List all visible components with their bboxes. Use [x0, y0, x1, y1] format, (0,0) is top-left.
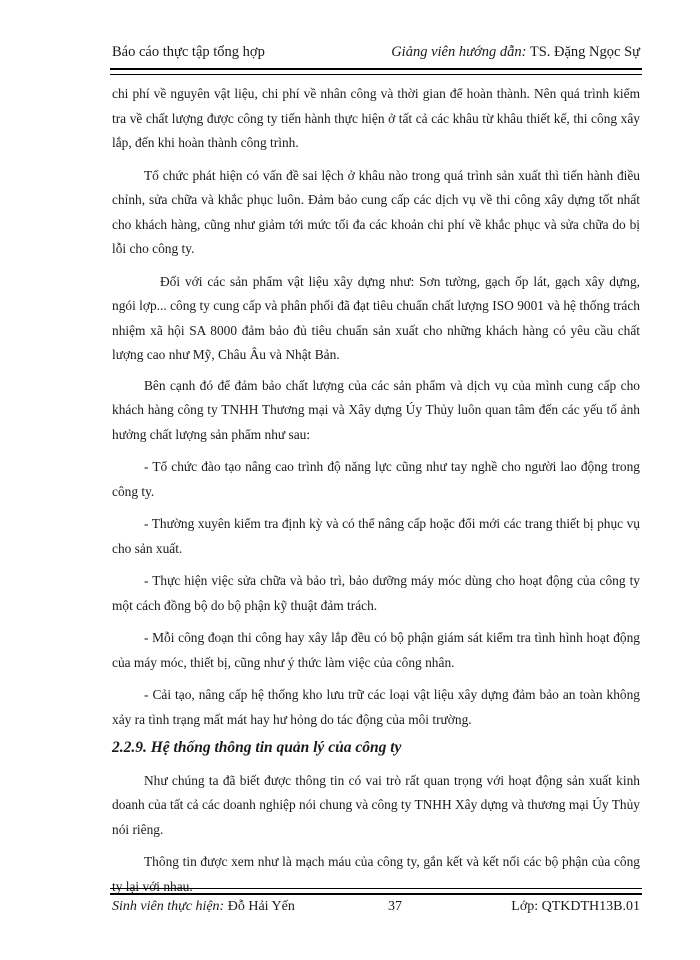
paragraph-2: Tổ chức phát hiện có vấn đề sai lệch ở khâu nào trong quá trình sản xuất thì tiến hành điều chỉnh, sửa chữa và khắc phục luôn. Đảm bảo cung cấp các dịch vụ về thi công xây dựng tốt nhất cho khách hàng, cũng như giảm tới mức tối đa các khoản chi phí về khắc phục và sửa chữa do bị lỗi cho công ty.: [112, 167, 640, 256]
supervisor: [391, 44, 640, 61]
bullet-2: - Thường xuyên kiểm tra định kỳ và có thể nâng cấp hoặc đổi mới các trang thiết bị phục vụ cho sản xuất.: [112, 516, 640, 556]
page-content: [112, 82, 640, 907]
page-number: 37: [388, 899, 402, 914]
class-code: Lớp: QTKDTH13B.01: [511, 899, 640, 914]
supervisor-name: TS. Đặng Ngọc Sự: [526, 44, 640, 60]
supervisor-label: Giảng viên hướng dẫn:: [391, 44, 527, 60]
bullet-3: - Thực hiện việc sửa chữa và bảo trì, bảo dưỡng máy móc dùng cho hoạt động của công ty một cách đồng bộ do bộ phận kỹ thuật đảm trách.: [112, 573, 640, 613]
header-rule: [110, 68, 642, 75]
bullet-1: - Tổ chức đào tạo nâng cao trình độ năng lực cũng như tay nghề cho người lao động trong công ty.: [112, 459, 640, 499]
student-label: Sinh viên thực hiện:: [112, 899, 225, 914]
student: [112, 899, 295, 915]
bullet-5: - Cải tạo, nâng cấp hệ thống kho lưu trữ các loại vật liệu xây dựng đảm bảo an toàn không xảy ra tình trạng mất mát hay hư hỏng do tác động của môi trường.: [112, 687, 640, 727]
paragraph-1: chi phí về nguyên vật liệu, chi phí về nhân công và thời gian để hoàn thành. Nên quá trình kiểm tra về chất lượng được công ty tiến hành thực hiện ở tất cả các khâu từ khâu thiết kế, thi công xây lắp, đến khi hoàn thành công trình.: [112, 86, 640, 150]
section-heading: 2.2.9. Hệ thống thông tin quản lý của công ty: [112, 739, 402, 756]
footer-rule: [110, 888, 642, 895]
bullet-4: - Mỗi công đoạn thi công hay xây lắp đều có bộ phận giám sát kiểm tra tình hình hoạt động của máy móc, thiết bị, cũng như ý thức làm việc của công nhân.: [112, 630, 640, 670]
page-footer: [112, 899, 640, 919]
report-title: Báo cáo thực tập tổng hợp: [112, 44, 265, 60]
paragraph-6: Thông tin được xem như là mạch máu của công ty, gắn kết và kết nối các bộ phận của công ty lại với nhau.: [112, 854, 640, 894]
paragraph-4: Bên cạnh đó để đảm bảo chất lượng của các sản phẩm và dịch vụ của mình cung cấp cho khách hàng công ty TNHH Thương mại và Xây dựng Úy Thủy luôn quan tâm đến các yếu tố ảnh hưởng chất lượng sản phẩm như sau:: [112, 377, 640, 442]
paragraph-3: Đối với các sản phẩm vật liệu xây dựng như: Sơn tường, gạch ốp lát, gạch xây dựng, ngói lợp... công ty cung cấp và phân phối đã đạt tiêu chuẩn chất lượng ISO 9001 và hệ thống trách nhiệm xã hội SA 8000 đảm bảo đủ tiêu chuẩn sản xuất cho những khách hàng có yêu cầu chất lượng cao như Mỹ, Châu Âu và Nhật Bản.: [112, 273, 640, 362]
page-header: [112, 44, 640, 66]
student-name: Đỗ Hải Yến: [224, 899, 295, 914]
paragraph-5: Như chúng ta đã biết được thông tin có vai trò rất quan trọng với hoạt động sản xuất kinh doanh của tất cả các doanh nghiệp nói chung và công ty TNHH Xây dựng và thương mại Úy Thủy nói riêng.: [112, 772, 640, 837]
